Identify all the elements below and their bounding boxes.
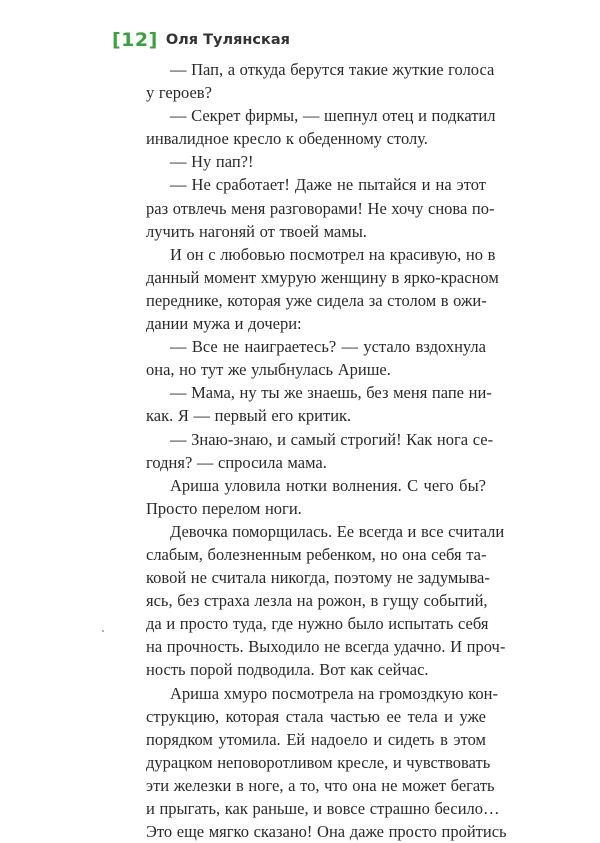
paragraph <box>146 58 495 104</box>
text-line: дании мужа и дочери: <box>146 314 302 334</box>
text-line: да и просто туда, где нужно было испытать себя <box>146 614 489 634</box>
text-line: — Пап, а откуда берутся такие жуткие голоса <box>170 60 495 79</box>
text-line: струкцию, которая стала частью ее тела и уже <box>146 706 486 726</box>
paragraph <box>146 428 494 474</box>
text-line: — Знаю-знаю, и самый строгий! Как нога се- <box>170 429 494 449</box>
text-line: Просто перелом ноги. <box>146 498 302 518</box>
text-line: как. Я — первый его критик. <box>146 406 352 426</box>
text-line: — Ну пап?! <box>170 152 254 172</box>
text-line: И он с любовью посмотрел на красивую, но в <box>170 244 496 264</box>
paragraph <box>146 243 499 335</box>
page-number: [12] <box>112 29 158 51</box>
text-line: — Все не наиграетесь? — устало вздохнула <box>170 337 486 357</box>
text-line: эти железки в ноге, а то, что она не может бегать <box>146 775 495 795</box>
paragraph <box>146 335 486 381</box>
paragraph <box>146 381 492 427</box>
text-line: она, но тут же улыбнулась Арише. <box>146 360 391 380</box>
body-text <box>146 58 507 843</box>
text-line: лучить нагоняй от твоей мамы. <box>146 221 367 241</box>
text-line: — Секрет фирмы, — шепнул отец и подкатил <box>170 106 496 126</box>
author-name: Оля Тулянская <box>165 32 290 48</box>
text-line: переднике, которая уже сидела за столом в ожи- <box>146 290 487 310</box>
text-line: инвалидное кресло к обеденному столу. <box>146 129 428 149</box>
text-line: годня? — спросила мама. <box>146 452 327 472</box>
text-line: Девочка поморщилась. Ее всегда и все считали <box>170 521 505 541</box>
text-line: слабым, болезненным ребенком, но она себя та- <box>146 544 487 564</box>
text-line: ность порой подводила. Вот как сейчас. <box>146 660 429 680</box>
running-header <box>112 28 290 52</box>
text-line: на прочность. Выходило не всегда удачно. И проч- <box>146 637 506 657</box>
text-line: — Мама, ну ты же знаешь, без меня папе ни- <box>170 383 492 403</box>
paragraph <box>146 150 486 173</box>
text-line: и прыгать, как раньше, и вовсе страшно бесило… <box>146 799 500 818</box>
text-line: данный момент хмурую женщину в ярко-красном <box>146 267 499 287</box>
text-line: ковой не считала никогда, поэтому не задумыва- <box>146 568 490 588</box>
text-line: Это еще мягко сказано! Она даже просто пройтись <box>146 822 507 842</box>
paragraph <box>146 520 506 682</box>
margin-mark <box>102 630 104 632</box>
paragraph <box>146 682 507 843</box>
text-line: порядком утомила. Ей надоело и сидеть в этом <box>146 729 486 749</box>
paragraph <box>146 173 495 242</box>
text-line: Ариша уловила нотки волнения. С чего бы? <box>170 475 486 495</box>
paragraph <box>146 474 486 520</box>
text-line: — Не сработает! Даже не пытайся и на этот <box>170 175 486 195</box>
paragraph <box>146 104 496 150</box>
text-line: Ариша хмуро посмотрела на громоздкую кон- <box>170 683 498 703</box>
text-line: раз отвлечь меня разговорами! Не хочу снова по- <box>146 198 495 218</box>
text-line: дурацком неповоротливом кресле, и чувствовать <box>146 752 491 772</box>
text-line: у героев? <box>146 83 212 103</box>
text-line: ясь, без страха лезла на рожон, в гущу событий, <box>146 591 488 611</box>
